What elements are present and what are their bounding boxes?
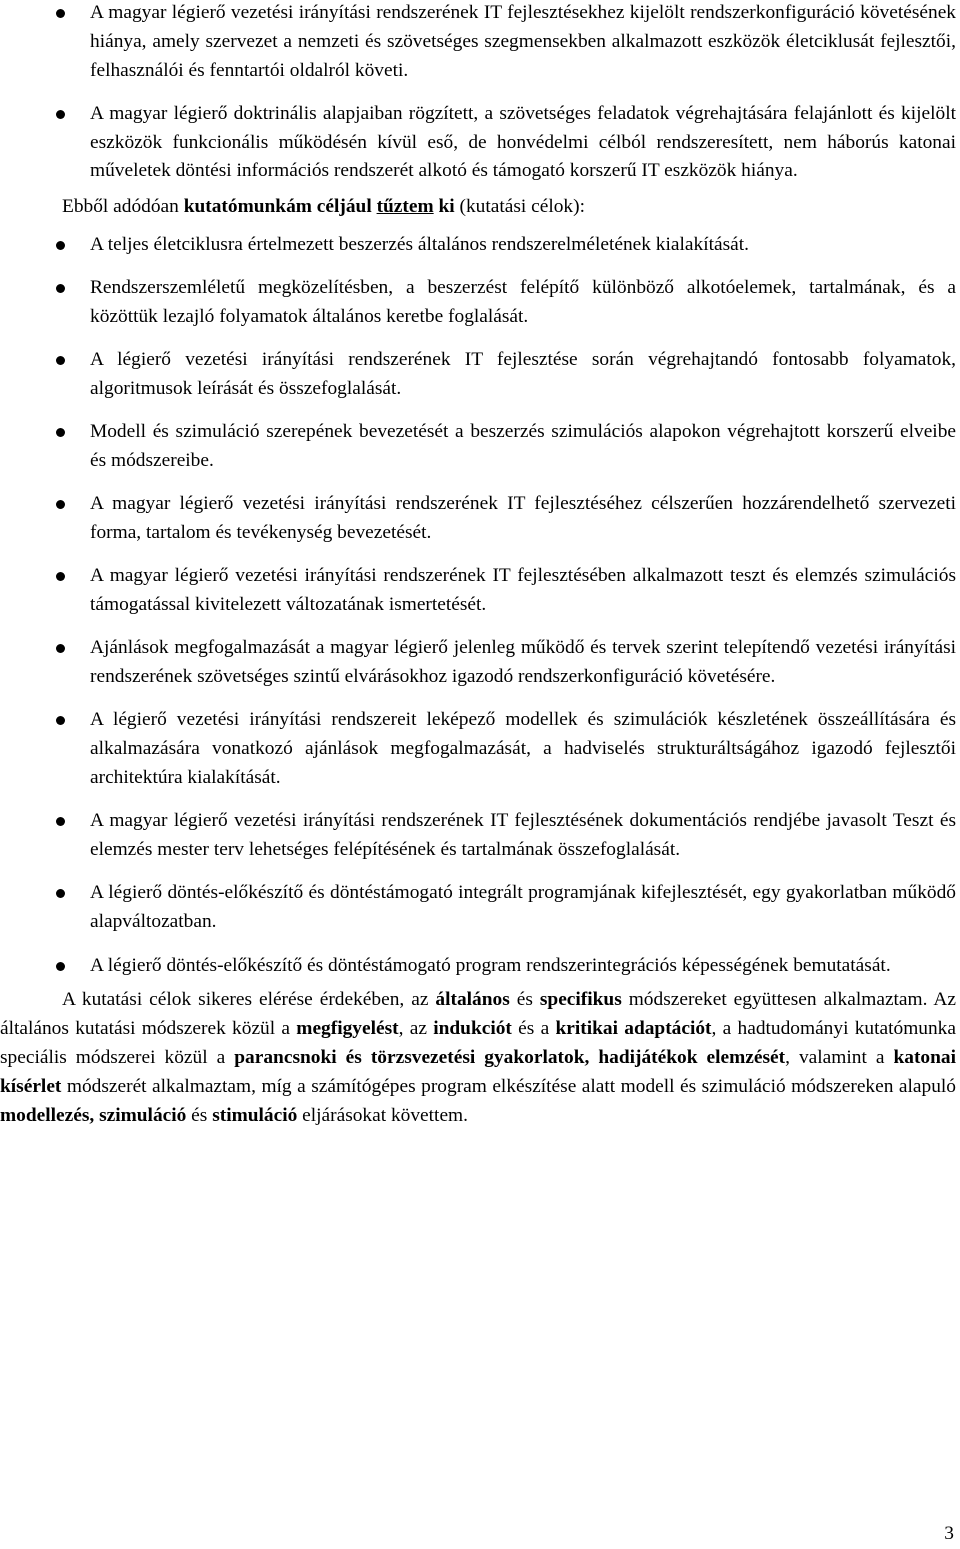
list-item-text: Modell és szimuláció szerepének bevezetését a beszerzés szimulációs alapokon végrehajtott korszerű elveibe és módszereibe. — [90, 421, 956, 471]
paragraph-text: , valamint a — [785, 1046, 894, 1068]
paragraph-text: és — [186, 1104, 213, 1126]
research-goals-list — [0, 231, 956, 981]
bullet-icon — [56, 817, 65, 826]
list-item — [0, 706, 956, 792]
paragraph-text: és — [509, 989, 540, 1011]
list-item-text: A légierő vezetési irányítási rendszerének IT fejlesztése során végrehajtandó fontosabb folyamatok, algoritmusok leírását és összefoglalását. — [90, 348, 956, 399]
paragraph-text: A kutatási célok sikeres elérése érdekében, az — [62, 989, 436, 1011]
bullet-icon — [56, 500, 65, 509]
bullet-icon — [56, 716, 65, 725]
bullet-icon — [56, 572, 65, 581]
list-item — [0, 952, 956, 981]
list-item-text: A magyar légierő vezetési irányítási rendszerének IT fejlesztésekhez kijelölt rendszerkonfiguráció követésének hiánya, amely szervezet a nemzeti és szövetséges szegmensekben alkalmazott eszközök életciklusát fejlesztői, felhasználói és fenntartói oldalról követi. — [90, 2, 956, 81]
intro-text: Ebből adódóan — [62, 195, 184, 217]
bullet-icon — [56, 110, 65, 119]
bullet-icon — [56, 356, 65, 365]
paragraph-bold-text: parancsnoki és törzsvezetési gyakorlatok, hadijátékok elemzését — [234, 1046, 786, 1068]
list-item — [0, 418, 956, 476]
list-item-text: A magyar légierő doktrinális alapjaiban rögzített, a szövetséges feladatok végrehajtására felajánlott és kijelölt eszközök funkcionális működésén kívül eső, de honvédelmi célból rendszeresített, nem háborús katonai műveletek döntési információs rendszerét alkotó és támogató korszerű IT eszközök hiánya. — [90, 102, 956, 182]
intro-bold-text: kutatómunkám céljául — [183, 195, 377, 217]
list-item — [0, 0, 956, 85]
list-item — [0, 490, 956, 548]
paragraph-text: és a — [511, 1018, 556, 1040]
paragraph-bold-text: stimuláció — [212, 1104, 298, 1126]
list-item-text: A teljes életciklusra értelmezett beszerzés általános rendszerelméletének kialakítását. — [90, 233, 749, 255]
list-item-text: Rendszerszemléletű megközelítésben, a beszerzést felépítő különböző alkotóelemek, tartalmának, és a közöttük lezajló folyamatok általános keretbe foglalását. — [90, 276, 956, 327]
bullet-icon — [56, 962, 65, 971]
methods-paragraph — [0, 986, 956, 1130]
intro-text: (kutatási célok): — [454, 195, 585, 217]
list-item — [0, 634, 956, 692]
intro-underlined-text: tűztem — [376, 195, 434, 217]
deficiency-list — [0, 0, 956, 186]
list-item-text: A magyar légierő vezetési irányítási rendszerének IT fejlesztésében alkalmazott teszt és elemzés szimulációs támogatással kivitelezett változatának ismertetését. — [90, 565, 956, 616]
list-item — [0, 807, 956, 865]
list-item — [0, 100, 956, 186]
list-item — [0, 274, 956, 332]
list-item-text: A légierő vezetési irányítási rendszereit leképező modellek és szimulációk készletének összeállítására és alkalmazására vonatkozó ajánlások megfogalmazását, a hadviselés strukturáltságához igazodó fejlesztői architektúra kialakítását. — [90, 709, 956, 789]
bullet-icon — [56, 9, 65, 18]
list-item-text: A légierő döntés-előkészítő és döntéstámogató integrált programjának kifejlesztését, egy gyakorlatban működő alapváltozatban. — [90, 882, 956, 933]
paragraph-bold-text: indukciót — [433, 1018, 512, 1040]
paragraph-text: módszerét alkalmaztam, míg a számítógépes program elkészítése alatt modell és szimuláció módszereken alapuló — [61, 1075, 956, 1097]
list-item-text: A légierő döntés-előkészítő és döntéstámogató program rendszerintegrációs képességének bemutatását. — [90, 954, 891, 976]
paragraph-bold-text: általános — [435, 989, 510, 1011]
paragraph-text: , a hadtudományi kutatómunka speciális módszerei közül a — [0, 1018, 956, 1068]
paragraph-text: eljárásokat követtem. — [297, 1104, 468, 1126]
paragraph-text: módszereket együttesen alkalmaztam. Az általános kutatási módszerek közül a — [0, 989, 956, 1040]
page-number: 3 — [944, 1523, 954, 1544]
list-item-text: Ajánlások megfogalmazását a magyar légierő jelenleg működő és tervek szerint telepítendő vezetési irányítási rendszerének szövetséges szintű elvárásokhoz igazodó rendszerkonfiguráció követésére. — [90, 637, 956, 688]
list-item — [0, 562, 956, 620]
intro-bold-text: ki — [433, 195, 455, 217]
bullet-icon — [56, 284, 65, 293]
paragraph-text: , az — [398, 1018, 434, 1040]
list-item-text: A magyar légierő vezetési irányítási rendszerének IT fejlesztésének dokumentációs rendjébe javasolt Teszt és elemzés mester terv lehetséges felépítésének és tartalmának összefoglalását. — [90, 810, 956, 861]
bullet-icon — [56, 644, 65, 653]
bullet-icon — [56, 428, 65, 437]
bullet-icon — [56, 889, 65, 898]
list-item — [0, 346, 956, 404]
paragraph-bold-text: modellezés, szimuláció — [0, 1104, 187, 1126]
list-item-text: A magyar légierő vezetési irányítási rendszerének IT fejlesztéséhez célszerűen hozzárendelhető szervezeti forma, tartalom és tevékenység bevezetését. — [90, 493, 956, 543]
list-item — [0, 879, 956, 937]
bullet-icon — [56, 241, 65, 250]
paragraph-bold-text: specifikus — [539, 989, 622, 1011]
research-goals-intro — [62, 193, 956, 222]
list-item — [0, 231, 956, 260]
paragraph-bold-text: katonai kísérlet — [0, 1046, 956, 1097]
paragraph-bold-text: kritikai adaptációt — [555, 1018, 712, 1040]
paragraph-bold-text: megfigyelést — [296, 1018, 399, 1040]
